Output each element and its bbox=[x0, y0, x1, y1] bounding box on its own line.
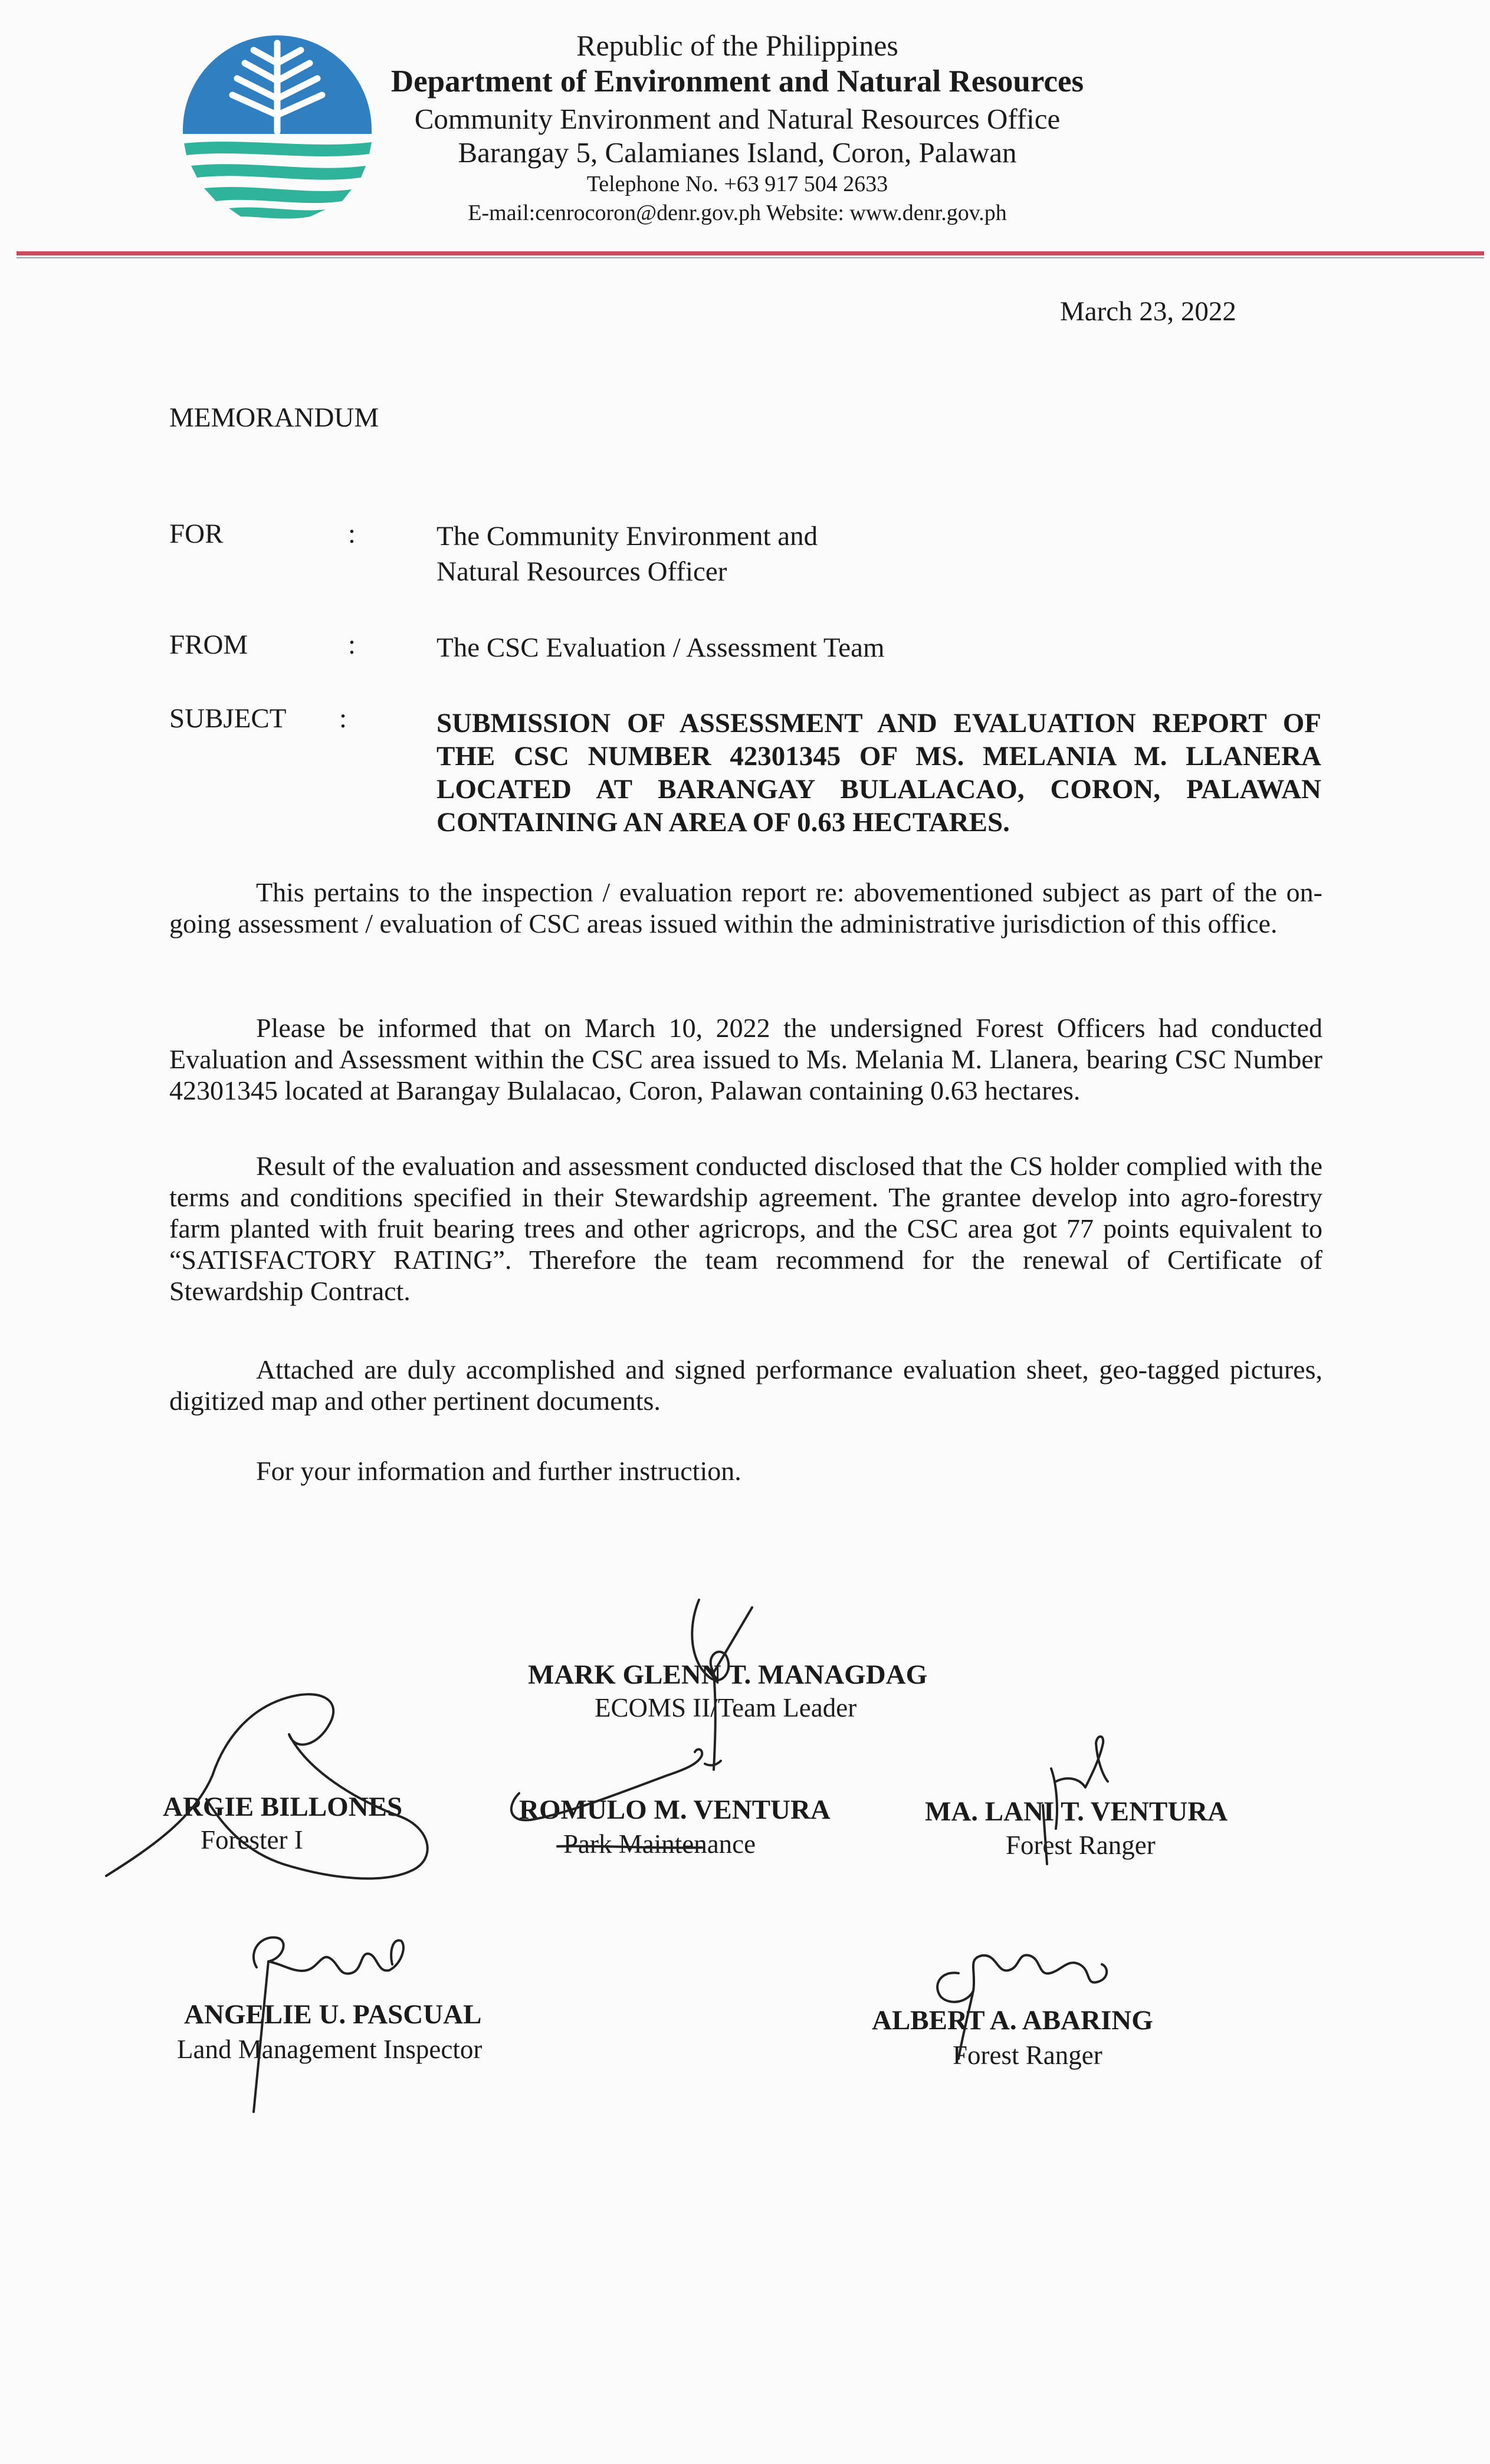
office-address: Barangay 5, Calamianes Island, Coron, Palawan bbox=[458, 136, 1017, 169]
body-paragraph-3-text: Result of the evaluation and assessment conducted disclosed that the CS holder complied with the terms and conditions specified in their Stewardship agreement. The grantee develop into agro-forestry farm planted with fruit bearing trees and other agricrops, and the CSC area got 77 points equivalent to “SATISFACTORY RATING”. Therefore the team recommend for the renewal of Certificate of Stewardship Contract. bbox=[169, 1151, 1322, 1306]
letterhead-divider-shadow bbox=[17, 257, 1484, 258]
body-paragraph-4 bbox=[169, 1354, 1322, 1416]
body-paragraph-5 bbox=[169, 1455, 1322, 1487]
signatory-1-title: Forester I bbox=[201, 1825, 303, 1855]
signatory-2-name: ROMULO M. VENTURA bbox=[519, 1794, 831, 1825]
signatory-leader-title: ECOMS II/Team Leader bbox=[595, 1693, 857, 1722]
letterhead-divider bbox=[17, 251, 1484, 255]
from-value: The CSC Evaluation / Assessment Team bbox=[437, 632, 885, 663]
signatory-5-name: ALBERT A. ABARING bbox=[872, 2005, 1153, 2036]
telephone-line: Telephone No. +63 917 504 2633 bbox=[586, 172, 888, 196]
memo-date: March 23, 2022 bbox=[1060, 296, 1236, 327]
signatory-leader-name: MARK GLENN T. MANAGDAG bbox=[528, 1659, 928, 1690]
signatory-5-title: Forest Ranger bbox=[953, 2040, 1102, 2070]
subject-label: SUBJECT bbox=[169, 703, 287, 734]
body-paragraph-5-text: For your information and further instruction. bbox=[256, 1456, 741, 1486]
signatory-4-title: Land Management Inspector bbox=[177, 2035, 483, 2064]
body-paragraph-2 bbox=[169, 1012, 1322, 1106]
subject-value: SUBMISSION OF ASSESSMENT AND EVALUATION REPORT OF THE CSC NUMBER 42301345 OF MS. MELANIA M. LLANERA LOCATED AT BARANGAY BULALACAO, CORON, PALAWAN CONTAINING AN AREA OF 0.63 HECTARES. bbox=[437, 708, 1321, 838]
for-value-line2: Natural Resources Officer bbox=[437, 556, 727, 587]
republic-line: Republic of the Philippines bbox=[576, 29, 898, 62]
for-label: FOR bbox=[169, 519, 224, 549]
body-paragraph-3 bbox=[169, 1150, 1322, 1307]
signatory-2-title: Park Maintenance bbox=[563, 1829, 756, 1859]
memo-heading: MEMORANDUM bbox=[169, 402, 379, 433]
office-name: Community Environment and Natural Resources Office bbox=[414, 103, 1061, 135]
for-colon: : bbox=[348, 519, 356, 549]
signatory-3-title: Forest Ranger bbox=[1006, 1830, 1156, 1860]
subject-colon: : bbox=[339, 703, 347, 734]
from-label: FROM bbox=[169, 629, 248, 660]
agency-name: Department of Environment and Natural Resources bbox=[390, 64, 1084, 99]
body-paragraph-2-text: Please be informed that on March 10, 2022 the undersigned Forest Officers had conducted Evaluation and Assessment within the CSC area issued to Ms. Melania M. Llanera, bearing CSC Number 42301345 located at Barangay Bulalacao, Coron, Palawan containing 0.63 hectares. bbox=[169, 1013, 1322, 1105]
contact-line: E-mail:cenrocoron@denr.gov.ph Website: www.denr.gov.ph bbox=[468, 201, 1007, 225]
signatory-3-name: MA. LANI T. VENTURA bbox=[925, 1796, 1228, 1827]
signatory-4-name: ANGELIE U. PASCUAL bbox=[184, 1999, 482, 2030]
body-paragraph-1-text: This pertains to the inspection / evaluation report re: abovementioned subject as part of the on-going assessment / evaluation of CSC areas issued within the administrative jurisdiction of this office. bbox=[169, 877, 1322, 939]
for-value-line1: The Community Environment and bbox=[437, 521, 818, 552]
signatory-1-name: ARGIE BILLONES bbox=[163, 1792, 403, 1822]
from-colon: : bbox=[348, 629, 356, 660]
body-paragraph-1 bbox=[169, 877, 1322, 939]
body-paragraph-4-text: Attached are duly accomplished and signed performance evaluation sheet, geo-tagged pictures, digitized map and other pertinent documents. bbox=[169, 1354, 1322, 1416]
